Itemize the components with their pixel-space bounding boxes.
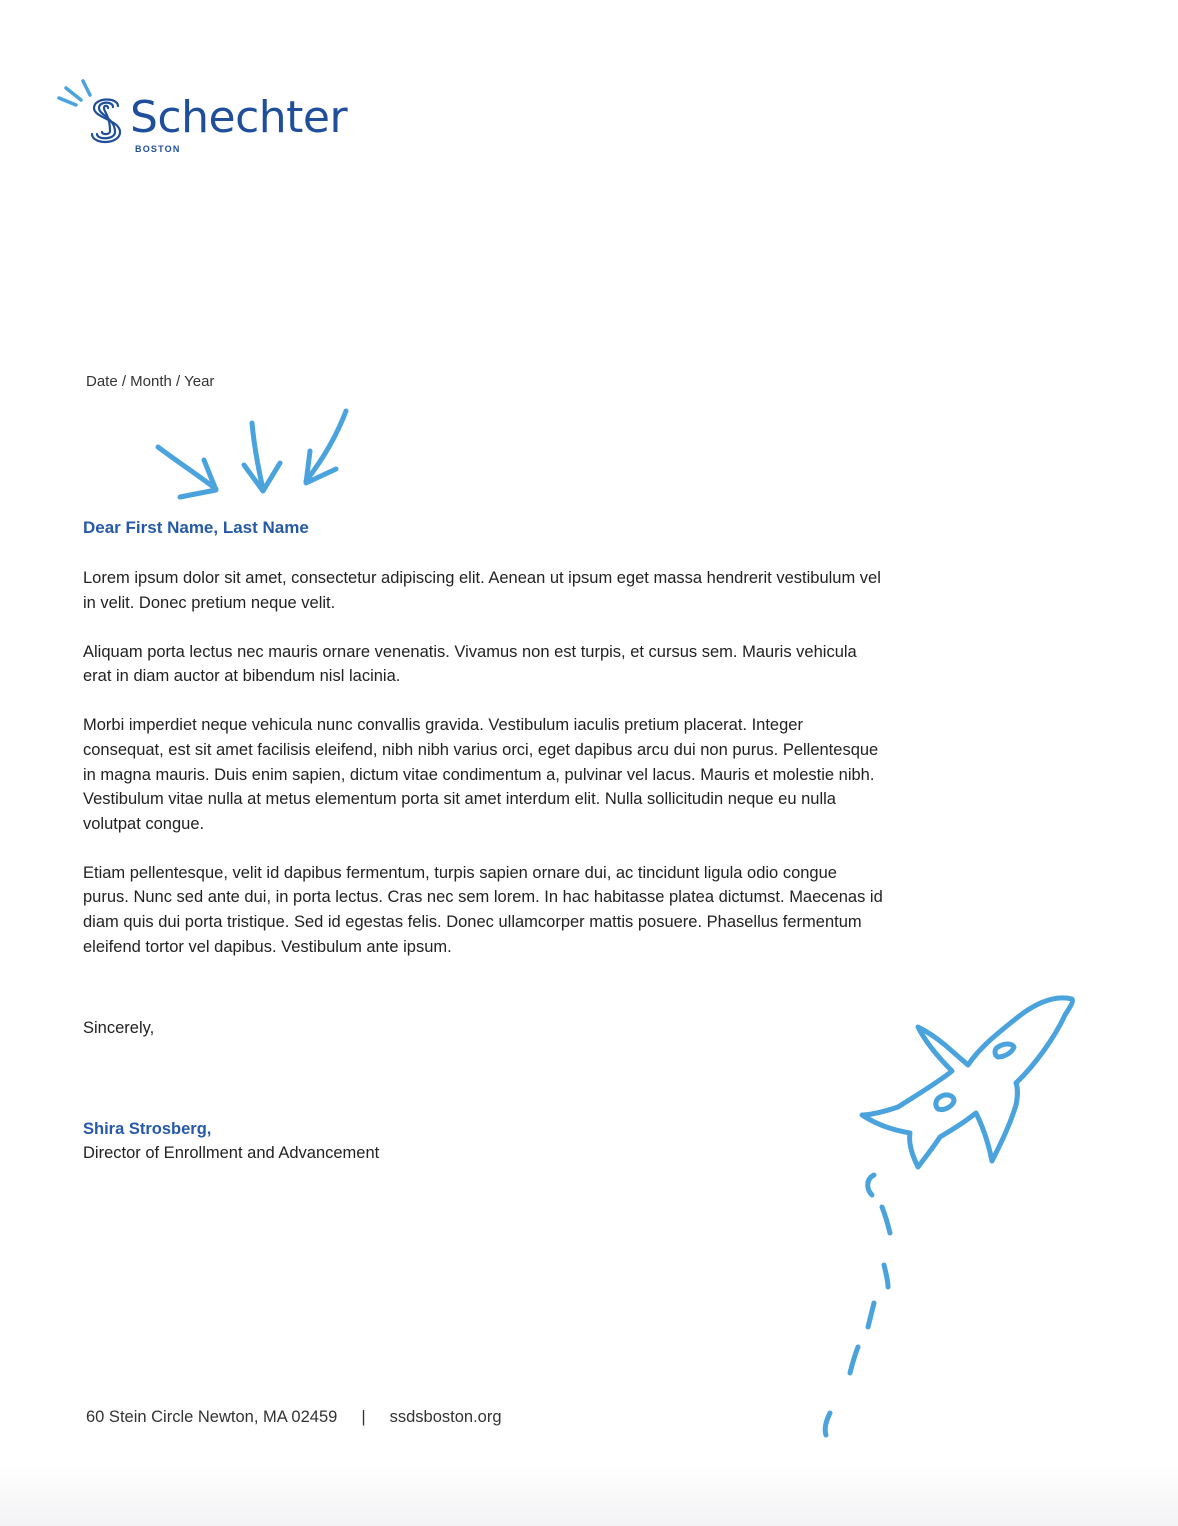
footer bbox=[86, 1408, 502, 1427]
salutation: Dear First Name, Last Name bbox=[83, 518, 309, 537]
schechter-s-logo-icon bbox=[56, 78, 136, 160]
closing: Sincerely, bbox=[83, 1019, 155, 1037]
letter-date: Date / Month / Year bbox=[86, 373, 215, 390]
arrows-doodle-icon bbox=[150, 405, 360, 505]
letter-body bbox=[83, 566, 883, 984]
footer-website[interactable]: ssdsboston.org bbox=[389, 1408, 502, 1426]
paragraph: Etiam pellentesque, velit id dapibus fermentum, turpis sapien ornare dui, ac tincidunt ligula odio congue purus. Nunc sed ante dui, in porta lectus. Cras nec sem lorem. In hac habitasse platea dictumst. Maecenas id diam quis dui porta tristique. Sed id egestas felis. Donec ullamcorper mattis posuere. Phasellus fermentum eleifend tortor vel dapibus. Vestibulum ante ipsum. bbox=[83, 863, 883, 956]
paragraph: Lorem ipsum dolor sit amet, consectetur adipiscing elit. Aenean ut ipsum eget massa hendrerit vestibulum vel in velit. Donec pretium neque velit. bbox=[83, 569, 881, 612]
paragraph: Morbi imperdiet neque vehicula nunc convallis gravida. Vestibulum iaculis pretium placerat. Integer consequat, est sit amet facilisis eleifend, nibh nibh varius orci, eget dapibus arcu dui non purus. Pellentesque in magna mauris. Duis enim sapien, dictum vitae condimentum a, pulvinar vel lacus. Mauris et molestie nibh. Vestibulum vitae nulla at metus elementum porta sit amet interdum elit. Nulla sollicitudin neque eu nulla volutpat congue. bbox=[83, 716, 879, 833]
logo-wordmark: Schechter bbox=[130, 92, 348, 143]
schechter-logo bbox=[56, 78, 346, 160]
footer-separator: | bbox=[361, 1408, 366, 1426]
paragraph: Aliquam porta lectus nec mauris ornare venenatis. Vivamus non est turpis, et cursus sem. Mauris vehicula erat in diam auctor at bibendum nisl lacinia. bbox=[83, 642, 857, 686]
signer-name: Shira Strosberg, bbox=[83, 1120, 212, 1138]
signer-title: Director of Enrollment and Advancement bbox=[83, 1144, 380, 1162]
page-bottom-fade bbox=[0, 1466, 1178, 1526]
footer-address: 60 Stein Circle Newton, MA 02459 bbox=[86, 1408, 338, 1426]
rocket-doodle-icon bbox=[800, 985, 1100, 1455]
logo-subtitle: BOSTON bbox=[135, 144, 181, 154]
